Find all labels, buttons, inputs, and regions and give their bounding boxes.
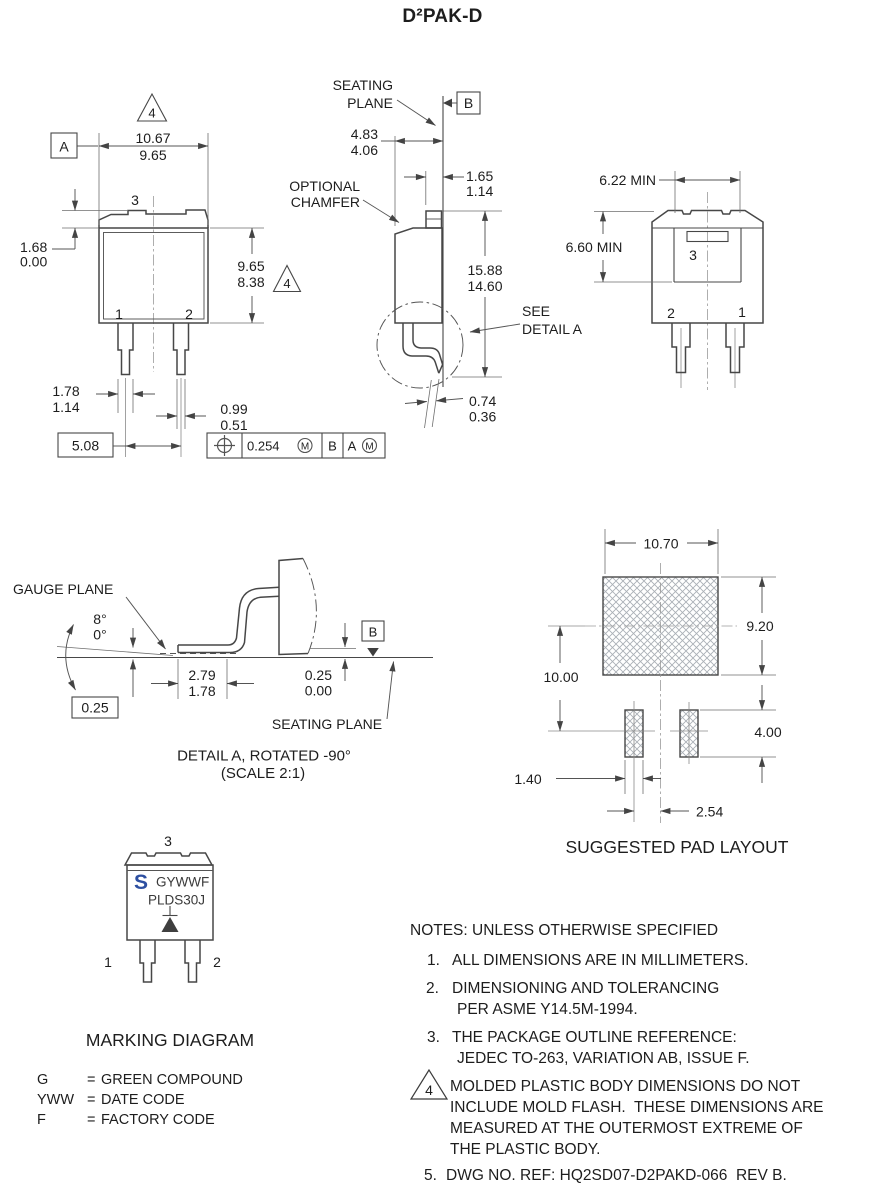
note-4-text-2: INCLUDE MOLD FLASH. THESE DIMENSIONS ARE: [450, 1099, 824, 1116]
thickness-max: 4.83: [350, 126, 378, 142]
marking-code-line1: GYWWF: [156, 874, 210, 890]
lead-thickness-max: 0.74: [469, 393, 497, 409]
note-3-text-cont: JEDEC TO-263, VARIATION AB, ISSUE F.: [457, 1050, 750, 1067]
note-5-text: DWG NO. REF: HQ2SD07-D2PAKD-066 REV B.: [446, 1167, 787, 1184]
vertical-pitch-value: 10.00: [543, 669, 579, 685]
back-tab-exposed-dimension: [566, 212, 672, 283]
pad-width-value: 10.70: [643, 535, 679, 552]
detail-datum-b-label: B: [368, 624, 378, 640]
see-detail-word-2: DETAIL A: [522, 321, 582, 337]
front-height-min: 8.38: [237, 274, 265, 290]
side-tab-min: 1.14: [466, 183, 494, 199]
legend-meaning: DATE CODE: [101, 1092, 185, 1108]
side-height-min: 14.60: [467, 278, 503, 294]
lead-width-min: 1.14: [52, 399, 80, 415]
back-pin3-label: 3: [689, 247, 697, 263]
back-tab-width-dimension: [599, 171, 740, 213]
front-pin1-label: 1: [115, 306, 123, 322]
fcf-modifier-2: M: [365, 441, 374, 453]
front-pin2-label: 2: [185, 306, 193, 322]
pad-height-value: 9.20: [746, 618, 774, 634]
marking-pin1-label: 1: [104, 954, 112, 970]
fcf-tolerance: 0.254: [247, 438, 280, 454]
note-1-text: ALL DIMENSIONS ARE IN MILLIMETERS.: [452, 952, 749, 969]
legend-row-date: [37, 1092, 185, 1108]
note-5-number: 5.: [424, 1167, 437, 1184]
optional-chamfer-callout: [289, 178, 399, 223]
marking-lead-1: [140, 940, 155, 982]
seating-plane-word-2: PLANE: [347, 95, 393, 111]
detail-seating-plane-label: SEATING PLANE: [271, 716, 383, 732]
equals-sign: =: [87, 1092, 96, 1108]
brand-logo-icon: S: [133, 871, 149, 894]
notes-header: NOTES: UNLESS OTHERWISE SPECIFIED: [410, 922, 719, 939]
legend-code: G: [37, 1072, 49, 1088]
small-pad-width-dimension: [514, 760, 661, 794]
note-2-number: 2.: [426, 980, 439, 997]
lead-thickness-dimension: [405, 379, 496, 428]
note-4-flag-triangle: [408, 1068, 450, 1102]
standoff-dimension: [305, 623, 356, 699]
datum-a-label: A: [59, 138, 69, 155]
datum-a-flag: [51, 133, 77, 158]
side-body-outline: [395, 228, 442, 323]
legend-meaning: GREEN COMPOUND: [101, 1072, 243, 1088]
pad-width-dimension: [605, 529, 718, 574]
vertical-pitch-dimension: [543, 626, 578, 731]
front-view: [20, 94, 385, 458]
side-tab-max: 1.65: [466, 168, 494, 184]
small-pad-height-dimension: [700, 685, 782, 783]
fcf-datum-a: A: [347, 438, 357, 454]
front-height-max: 9.65: [237, 258, 265, 274]
note-3-number: 3.: [427, 1029, 440, 1046]
lead-thickness-min: 0.36: [469, 408, 497, 425]
front-width-min: 9.65: [139, 147, 167, 163]
back-tab-width: 6.22 MIN: [599, 172, 656, 188]
front-pin3-label: 3: [131, 192, 139, 208]
datum-b-label: B: [463, 95, 474, 111]
pad-layout-title: SUGGESTED PAD LAYOUT: [565, 837, 789, 857]
small-pad-pitch-value: 2.54: [696, 803, 724, 820]
note-2-text-cont: PER ASME Y14.5M-1994.: [457, 1001, 638, 1018]
note-4-text-3: MEASURED AT THE OUTERMOST EXTREME OF: [450, 1120, 803, 1137]
flag-4-top-label: 4: [148, 105, 156, 121]
detail-a-view: [13, 559, 433, 783]
fcf-modifier-1: M: [300, 441, 310, 453]
marking-diagram: [86, 833, 254, 1050]
chamfer-word-2: CHAMFER: [290, 194, 360, 210]
detail-caption-line2: (SCALE 2:1): [220, 765, 306, 782]
detail-lead-outer: [178, 596, 279, 652]
marking-pin3-label: 3: [164, 833, 172, 849]
back-tab-exposed: 6.60 MIN: [565, 239, 623, 255]
front-tab-min: 0.00: [20, 253, 48, 270]
note-4-text-4: THE PLASTIC BODY.: [450, 1141, 601, 1158]
front-lead-width-dimension: [52, 379, 155, 415]
fcf-datum-b: B: [328, 438, 337, 454]
side-view: [289, 77, 582, 428]
detail-caption-line1: DETAIL A, ROTATED -90°: [177, 747, 351, 765]
equals-sign: =: [87, 1112, 96, 1128]
seating-plane-word-1: SEATING: [332, 77, 393, 93]
diode-symbol-icon: [162, 906, 179, 932]
flag-4-right-label: 4: [283, 276, 291, 291]
back-view: [566, 171, 763, 390]
front-tab-max: 1.68: [20, 239, 48, 255]
standoff-max: 0.25: [304, 667, 332, 683]
front-width-max: 10.67: [135, 130, 171, 146]
datum-b-flag: [443, 92, 480, 114]
foot-min: 1.78: [188, 683, 216, 699]
legend-meaning: FACTORY CODE: [101, 1112, 215, 1128]
side-height-max: 15.88: [467, 262, 503, 278]
foot-length-dimension: [151, 659, 254, 699]
small-pad-width-value: 1.40: [514, 771, 542, 787]
side-height-dimension: [444, 211, 503, 377]
note-4-number: 4: [425, 1082, 433, 1098]
see-detail-callout: [470, 303, 583, 337]
note-1-number: 1.: [427, 952, 440, 969]
thickness-min: 4.06: [350, 142, 378, 158]
side-tab-dimension: [404, 168, 493, 205]
lead-tip-min: 0.51: [220, 417, 248, 433]
legend-row-factory: [37, 1112, 215, 1128]
page-title: D²PAK-D: [402, 6, 483, 27]
see-detail-word-1: SEE: [522, 303, 551, 319]
back-pin1-label: 1: [738, 304, 746, 320]
detail-datum-b-flag: [362, 621, 384, 657]
note-4-text-1: MOLDED PLASTIC BODY DIMENSIONS DO NOT: [450, 1078, 801, 1095]
gauge-offset-value: 0.25: [81, 699, 109, 716]
front-lead-tip-dimension: [156, 379, 248, 433]
flag-note-4-top: [138, 94, 167, 121]
pad-layout: [514, 529, 788, 857]
angle-max: 8°: [93, 611, 107, 627]
note-3-text: THE PACKAGE OUTLINE REFERENCE:: [452, 1029, 737, 1046]
detail-lead-inner: [178, 587, 279, 645]
marking-tab-outline: [125, 853, 212, 865]
equals-sign: =: [87, 1072, 96, 1088]
detail-body-outline: [279, 559, 308, 655]
angle-min: 0°: [93, 626, 107, 643]
side-lead-inner: [413, 323, 443, 365]
small-pad-height-value: 4.00: [754, 724, 782, 740]
small-pad-pitch-dimension: [607, 804, 723, 820]
front-pitch-dimension: [58, 433, 181, 457]
note-2-text: DIMENSIONING AND TOLERANCING: [452, 980, 720, 997]
marking-lead-2: [185, 940, 200, 982]
gauge-plane-label: GAUGE PLANE: [13, 581, 114, 597]
lead-width-max: 1.78: [52, 383, 80, 399]
pitch-value: 5.08: [71, 437, 100, 454]
lead-tip-max: 0.99: [220, 401, 248, 417]
marking-diagram-title: MARKING DIAGRAM: [85, 1030, 255, 1050]
front-lead-2: [174, 323, 189, 375]
legend-row-green: [37, 1072, 243, 1088]
marking-code-line2: PLDS30J: [148, 892, 206, 908]
detail-a-circle: [377, 302, 463, 388]
front-tab-height-dimension: [20, 189, 128, 270]
legend-code: YWW: [37, 1092, 75, 1108]
chamfer-word-1: OPTIONAL: [289, 178, 360, 194]
side-tab: [426, 211, 442, 228]
feature-control-frame: [207, 433, 385, 458]
front-lead-1: [118, 323, 133, 375]
back-pin2-label: 2: [667, 305, 675, 321]
standoff-min: 0.00: [304, 682, 332, 699]
front-height-dimension: [210, 228, 301, 323]
marking-pin2-label: 2: [213, 954, 221, 970]
legend-code: F: [37, 1112, 46, 1128]
foot-max: 2.79: [188, 667, 216, 683]
